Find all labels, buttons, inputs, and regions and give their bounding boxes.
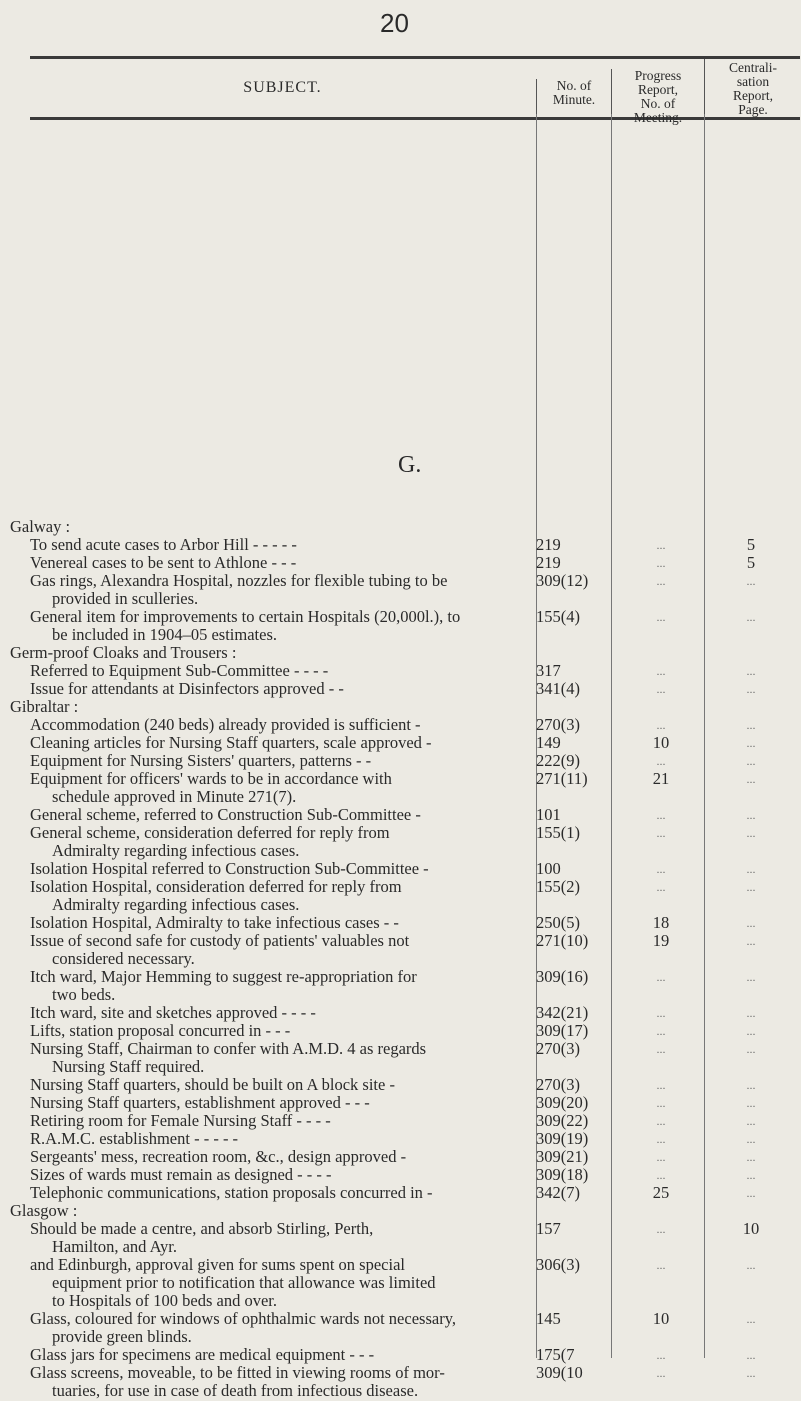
subject-text: Equipment for Nursing Sisters' quarters, patterns - -	[30, 751, 372, 770]
index-row	[0, 1327, 801, 1347]
minute-number: 175(7	[536, 1345, 575, 1364]
progress-report-number: ...	[656, 1096, 666, 1110]
centralisation-page: ...	[746, 1078, 756, 1092]
centralisation-page: 10	[742, 1219, 760, 1238]
minute-number: 145	[536, 1309, 561, 1328]
minute-number: 309(19)	[536, 1129, 589, 1148]
minute-number: 271(10)	[536, 931, 589, 950]
subject-text: and Edinburgh, approval given for sums spent on special	[30, 1255, 405, 1274]
subject-text: Accommodation (240 beds) already provided is sufficient -	[30, 715, 421, 734]
index-row	[0, 1075, 801, 1095]
index-row	[0, 985, 801, 1005]
index-row	[0, 769, 801, 789]
minute-number: 270(3)	[536, 1075, 580, 1094]
index-row	[0, 553, 801, 573]
subject-text: Itch ward, site and sketches approved - - - -	[30, 1003, 316, 1022]
progress-report-number: ...	[656, 1222, 666, 1236]
minute-number: 155(4)	[536, 607, 580, 626]
subject-continuation: provided in sculleries.	[52, 589, 199, 608]
minute-number: 101	[536, 805, 561, 824]
centralisation-page: ...	[746, 1042, 756, 1056]
progress-report-number: ...	[656, 1114, 666, 1128]
index-row	[0, 1219, 801, 1239]
minute-number: 149	[536, 733, 561, 752]
subject-continuation: be included in 1904–05 estimates.	[52, 625, 277, 644]
progress-report-number: ...	[656, 682, 666, 696]
index-row	[0, 859, 801, 879]
progress-report-number: ...	[656, 880, 666, 894]
progress-report-number: ...	[656, 574, 666, 588]
subject-text: Itch ward, Major Hemming to suggest re-appropriation for	[30, 967, 417, 986]
minute-number: 155(2)	[536, 877, 580, 896]
index-row	[0, 1363, 801, 1383]
group-heading-text: Galway :	[10, 517, 71, 536]
centralisation-page: ...	[746, 1312, 756, 1326]
minute-number: 309(12)	[536, 571, 589, 590]
subject-continuation: to Hospitals of 100 beds and over.	[52, 1291, 278, 1310]
index-row	[0, 1273, 801, 1293]
centralisation-page: ...	[746, 1132, 756, 1146]
subject-continuation: Hamilton, and Ayr.	[52, 1237, 177, 1256]
subject-continuation: provide green blinds.	[52, 1327, 192, 1346]
minute-column-header: No. of Minute.	[536, 79, 611, 117]
index-row	[0, 1057, 801, 1077]
progress-report-number: ...	[656, 862, 666, 876]
progress-report-number: 25	[652, 1183, 670, 1202]
index-row	[0, 1039, 801, 1059]
centralisation-page: ...	[746, 1366, 756, 1380]
group-heading	[0, 517, 801, 537]
subject-text: Referred to Equipment Sub-Committee - - - -	[30, 661, 329, 680]
subject-text: General item for improvements to certain Hospitals (20,000l.), to	[30, 607, 461, 626]
centralisation-page: ...	[746, 682, 756, 696]
index-row	[0, 715, 801, 735]
centralisation-page: ...	[746, 934, 756, 948]
index-row	[0, 805, 801, 825]
minute-number: 342(21)	[536, 1003, 589, 1022]
subject-text: Venereal cases to be sent to Athlone - - -	[30, 553, 297, 572]
group-heading	[0, 1201, 801, 1221]
index-row	[0, 661, 801, 681]
centralisation-page: ...	[746, 880, 756, 894]
centralisation-page: ...	[746, 1114, 756, 1128]
page-number: 20	[380, 8, 409, 38]
group-heading-text: Gibraltar :	[10, 697, 79, 716]
progress-report-number: ...	[656, 1348, 666, 1362]
minute-number: 100	[536, 859, 561, 878]
minute-number: 309(16)	[536, 967, 589, 986]
subject-column-header: SUBJECT.	[243, 79, 322, 96]
subject-text: Gas rings, Alexandra Hospital, nozzles for flexible tubing to be	[30, 571, 448, 590]
centralisation-page: ...	[746, 664, 756, 678]
subject-text: R.A.M.C. establishment - - - - -	[30, 1129, 239, 1148]
minute-number: 309(21)	[536, 1147, 589, 1166]
subject-continuation: Admiralty regarding infectious cases.	[52, 895, 300, 914]
progress-report-number: ...	[656, 1366, 666, 1380]
minute-number: 219	[536, 535, 561, 554]
progress-report-number: ...	[656, 826, 666, 840]
group-heading-text: Germ-proof Cloaks and Trousers :	[10, 643, 237, 662]
progress-report-number: ...	[656, 808, 666, 822]
subject-text: Glass screens, moveable, to be fitted in viewing rooms of mor-	[30, 1363, 445, 1382]
centralisation-page: ...	[746, 610, 756, 624]
subject-text: Nursing Staff, Chairman to confer with A.M.D. 4 as regards	[30, 1039, 427, 1058]
progress-report-number: 18	[652, 913, 670, 932]
progress-report-number: 19	[652, 931, 670, 950]
subject-text: Isolation Hospital, consideration deferred for reply from	[30, 877, 402, 896]
minute-number: 317	[536, 661, 561, 680]
centralisation-page: ...	[746, 772, 756, 786]
progress-report-number: ...	[656, 718, 666, 732]
minute-number: 341(4)	[536, 679, 580, 698]
centralisation-page: ...	[746, 574, 756, 588]
index-row	[0, 733, 801, 753]
index-row	[0, 1003, 801, 1023]
subject-text: Nursing Staff quarters, should be built on A block site -	[30, 1075, 395, 1094]
index-row	[0, 607, 801, 627]
minute-number: 309(20)	[536, 1093, 589, 1112]
index-row	[0, 535, 801, 555]
subject-text: Isolation Hospital, Admiralty to take infectious cases - -	[30, 913, 399, 932]
group-heading	[0, 643, 801, 663]
centralisation-page: ...	[746, 1024, 756, 1038]
index-row	[0, 913, 801, 933]
group-heading-text: Glasgow :	[10, 1201, 78, 1220]
centralisation-page: ...	[746, 1096, 756, 1110]
progress-report-number: ...	[656, 1024, 666, 1038]
minute-number: 309(10	[536, 1363, 583, 1382]
centralisation-page: ...	[746, 754, 756, 768]
minute-number: 270(3)	[536, 715, 580, 734]
index-row	[0, 625, 801, 645]
subject-text: Telephonic communications, station proposals concurred in -	[30, 1183, 433, 1202]
index-row	[0, 1345, 801, 1365]
section-letter: G.	[398, 452, 422, 478]
progress-report-number: ...	[656, 1078, 666, 1092]
index-row	[0, 1237, 801, 1257]
subject-continuation: Nursing Staff required.	[52, 1057, 205, 1076]
subject-continuation: two beds.	[52, 985, 116, 1004]
progress-column-header: Progress Report, No. of Meeting.	[611, 69, 704, 117]
index-row	[0, 1129, 801, 1149]
subject-text: Sergeants' mess, recreation room, &c., design approved -	[30, 1147, 407, 1166]
index-row	[0, 841, 801, 861]
subject-text: General scheme, referred to Construction Sub-Committee -	[30, 805, 421, 824]
index-row	[0, 877, 801, 897]
subject-text: Cleaning articles for Nursing Staff quarters, scale approved -	[30, 733, 432, 752]
index-row	[0, 895, 801, 915]
subject-text: Should be made a centre, and absorb Stirling, Perth,	[30, 1219, 374, 1238]
index-row	[0, 1255, 801, 1275]
subject-text: Glass jars for specimens are medical equipment - - -	[30, 1345, 375, 1364]
subject-continuation: equipment prior to notification that allowance was limited	[52, 1273, 436, 1292]
progress-report-number: ...	[656, 1168, 666, 1182]
centralisation-page: ...	[746, 862, 756, 876]
minute-number: 342(7)	[536, 1183, 580, 1202]
centralisation-page: 5	[746, 553, 756, 572]
table-header	[30, 56, 800, 125]
minute-number: 157	[536, 1219, 561, 1238]
progress-report-number: 10	[652, 733, 670, 752]
minute-number: 155(1)	[536, 823, 580, 842]
subject-text: Lifts, station proposal concurred in - - -	[30, 1021, 291, 1040]
centralisation-page: ...	[746, 826, 756, 840]
centralisation-page: ...	[746, 1186, 756, 1200]
index-row	[0, 1183, 801, 1203]
centralisation-page: ...	[746, 1168, 756, 1182]
index-row	[0, 571, 801, 591]
subject-text: Issue for attendants at Disinfectors approved - -	[30, 679, 344, 698]
minute-number: 271(11)	[536, 769, 588, 788]
progress-report-number: ...	[656, 556, 666, 570]
centralisation-page: ...	[746, 1150, 756, 1164]
index-row	[0, 751, 801, 771]
group-heading	[0, 697, 801, 717]
minute-number: 309(22)	[536, 1111, 589, 1130]
progress-report-number: 10	[652, 1309, 670, 1328]
subject-text: Isolation Hospital referred to Construction Sub-Committee -	[30, 859, 429, 878]
subject-text: Sizes of wards must remain as designed - - - -	[30, 1165, 332, 1184]
index-row	[0, 679, 801, 699]
progress-report-number: ...	[656, 1006, 666, 1020]
centralisation-page: ...	[746, 916, 756, 930]
index-row	[0, 1093, 801, 1113]
index-row	[0, 949, 801, 969]
centralisation-page: ...	[746, 1348, 756, 1362]
progress-report-number: ...	[656, 610, 666, 624]
minute-number: 309(18)	[536, 1165, 589, 1184]
subject-text: To send acute cases to Arbor Hill - - - - -	[30, 535, 297, 554]
index-row	[0, 1021, 801, 1041]
index-row	[0, 1165, 801, 1185]
index-row	[0, 967, 801, 987]
progress-report-number: ...	[656, 754, 666, 768]
progress-report-number: ...	[656, 970, 666, 984]
index-row	[0, 1309, 801, 1329]
subject-continuation: considered necessary.	[52, 949, 195, 968]
progress-report-number: ...	[656, 664, 666, 678]
index-row	[0, 1291, 801, 1311]
minute-number: 270(3)	[536, 1039, 580, 1058]
subject-continuation: Admiralty regarding infectious cases.	[52, 841, 300, 860]
index-row	[0, 787, 801, 807]
progress-report-number: ...	[656, 538, 666, 552]
subject-text: General scheme, consideration deferred for reply from	[30, 823, 390, 842]
minute-number: 250(5)	[536, 913, 580, 932]
centralisation-page: ...	[746, 970, 756, 984]
subject-text: Retiring room for Female Nursing Staff - - - -	[30, 1111, 331, 1130]
subject-text: Issue of second safe for custody of patients' valuables not	[30, 931, 410, 950]
centralisation-page: ...	[746, 718, 756, 732]
index-row	[0, 1381, 801, 1401]
minute-number: 219	[536, 553, 561, 572]
index-row	[0, 931, 801, 951]
progress-report-number: ...	[656, 1150, 666, 1164]
centralisation-page: ...	[746, 736, 756, 750]
progress-report-number: ...	[656, 1132, 666, 1146]
minute-number: 306(3)	[536, 1255, 580, 1274]
subject-text: Equipment for officers' wards to be in accordance with	[30, 769, 392, 788]
subject-continuation: tuaries, for use in case of death from infectious disease.	[52, 1381, 419, 1400]
index-row	[0, 589, 801, 609]
centralisation-page: ...	[746, 1258, 756, 1272]
progress-report-number: ...	[656, 1258, 666, 1272]
index-row	[0, 823, 801, 843]
centralisation-page: ...	[746, 1006, 756, 1020]
progress-report-number: ...	[656, 1042, 666, 1056]
index-row	[0, 1147, 801, 1167]
progress-report-number: 21	[652, 769, 670, 788]
index-row	[0, 1111, 801, 1131]
central-column-header: Centrali- sation Report, Page.	[704, 59, 801, 119]
subject-text: Glass, coloured for windows of ophthalmic wards not necessary,	[30, 1309, 456, 1328]
minute-number: 309(17)	[536, 1021, 589, 1040]
subject-continuation: schedule approved in Minute 271(7).	[52, 787, 297, 806]
minute-number: 222(9)	[536, 751, 580, 770]
centralisation-page: 5	[746, 535, 756, 554]
subject-text: Nursing Staff quarters, establishment approved - - -	[30, 1093, 370, 1112]
centralisation-page: ...	[746, 808, 756, 822]
